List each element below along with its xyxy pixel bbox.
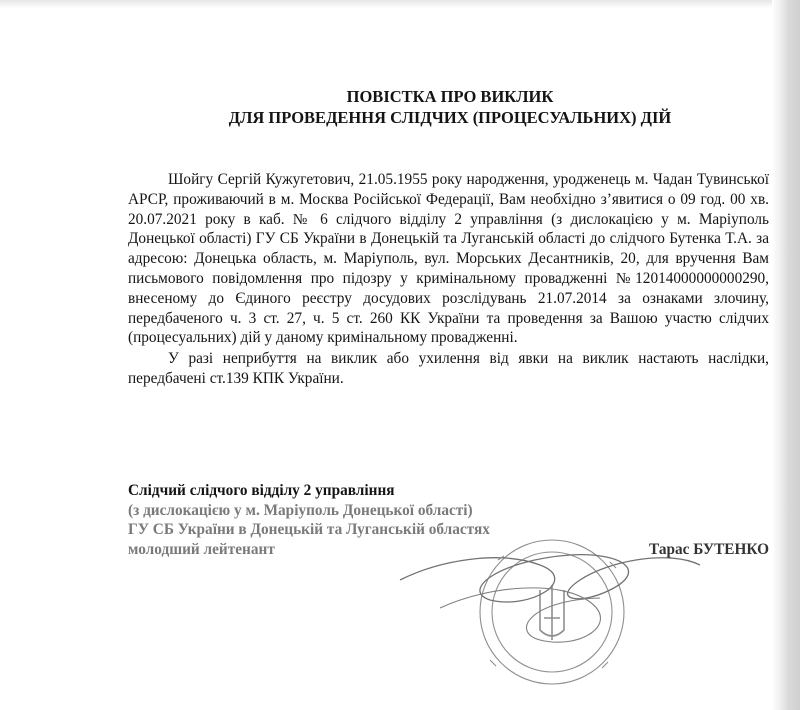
scan-top-shadow (0, 0, 800, 8)
signature-name: Тарас БУТЕНКО (649, 540, 769, 558)
signature-position: Слідчий слідчого відділу 2 управління (128, 482, 395, 499)
consequences-paragraph: У разі неприбуття на виклик або ухилення від явки на виклик настають наслідки, передбачені ст.139 КПК України. (128, 350, 769, 387)
title-line-2: ДЛЯ ПРОВЕДЕННЯ СЛІДЧИХ (ПРОЦЕСУАЛЬНИХ) ДІЙ (228, 108, 672, 127)
document-title (0, 86, 800, 128)
handwritten-signature (400, 555, 700, 602)
signature-dislocation: (з дислокацією у м. Маріуполь Донецької області) (128, 501, 473, 519)
official-stamp-and-signature (380, 490, 740, 710)
signature-flourish (440, 588, 600, 642)
signature-department: ГУ СБ України в Донецькій та Луганській областях (128, 521, 490, 538)
document-body (128, 170, 769, 389)
title-line-1: ПОВІСТКА ПРО ВИКЛИК (346, 87, 554, 106)
signature-rank: молодший лейтенант (128, 540, 275, 558)
summons-paragraph: Шойгу Сергій Кужугетович, 21.05.1955 року народження, уродженець м. Чадан Тувинської АРСР, проживаючий в м. Москва Російської Федерації, Вам необхідно з’явитися о 09 год. 00 хв. 20.07.2021 року в каб. № 6 слідчого відділу 2 управління (з дислокацією у м. Маріуполь Донецької області) ГУ СБ України в Донецькій та Луганській області до слідчого Бутенка Т.А. за адресою: Донецька область, м. Маріуполь, вул. Морських Десантників, 20, для вручення Вам письмового повідомлення про підозру у кримінальному провадженні №12014000000000290, внесеному до Єдиного реєстру досудових розслідувань 21.07.2014 за ознаками злочину, передбаченого ч. 3 ст. 27, ч. 5 ст. 260 КК України та проведення за Вашою участю слідчих (процесуальних) дій у даному кримінальному провадженні. (128, 171, 769, 347)
